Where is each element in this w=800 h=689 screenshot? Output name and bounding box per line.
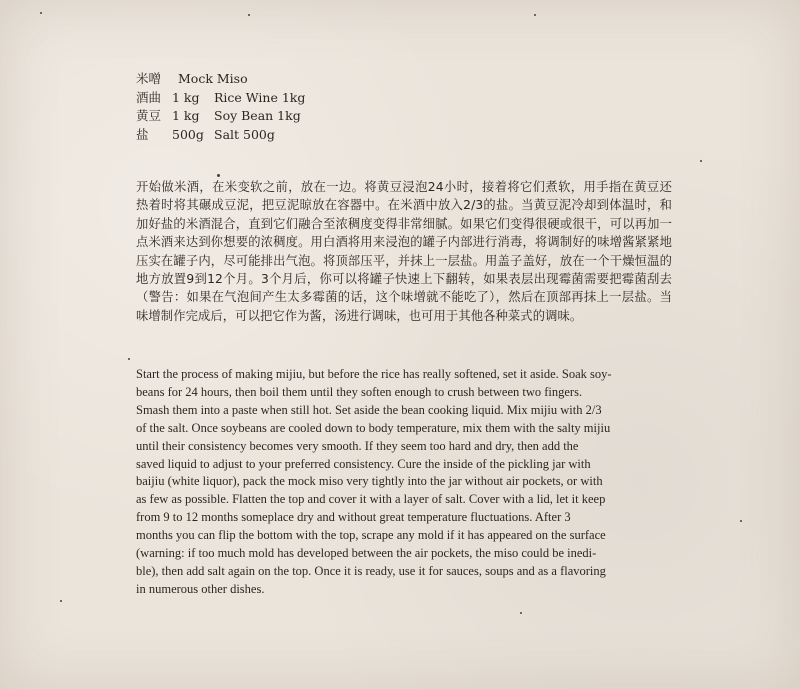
instruction-line: in numerous other dishes. — [136, 581, 265, 596]
recipe-title — [136, 70, 305, 89]
instruction-line: beans for 24 hours, then boil them until they soften enough to crush between two fingers. — [136, 384, 583, 399]
paper-fleck — [534, 14, 536, 16]
paper-fleck — [60, 600, 62, 602]
instruction-line: baijiu (white liquor), pack the mock miso very tightly into the jar without air pockets, or with — [136, 474, 603, 489]
ingredient-row — [136, 126, 305, 145]
recipe-title-en: Mock Miso — [178, 71, 248, 86]
instruction-line: Start the process of making mijiu, but before the rice has really softened, set it aside. Soak soy- — [136, 367, 612, 381]
instructions-english — [136, 366, 664, 599]
ingredient-name-zh: 黄豆 — [136, 108, 162, 123]
ingredient-name-en: Soy Bean 1kg — [214, 108, 301, 123]
recipe-title-zh: 米噌 — [136, 71, 162, 86]
ingredient-qty: 1 kg — [172, 89, 200, 105]
instruction-line: ble), then add salt again on the top. Once it is ready, use it for sauces, soups and as a flavoring — [136, 563, 606, 578]
paper-fleck — [700, 160, 702, 162]
ingredient-row — [136, 89, 305, 108]
instruction-line: of the salt. Once soybeans are cooled down to body temperature, mix them with the salty mijiu — [136, 420, 611, 435]
paper-fleck — [40, 12, 42, 14]
ingredient-qty: 500g — [172, 126, 204, 142]
ingredient-name-en: Salt 500g — [214, 126, 275, 142]
ingredient-name-en: Rice Wine 1kg — [214, 89, 306, 105]
ingredient-list — [136, 70, 305, 144]
ingredient-name-zh: 酒曲 — [136, 89, 162, 105]
instruction-line: as few as possible. Flatten the top and cover it with a layer of salt. Cover with a lid, let it keep — [136, 492, 606, 507]
paper-fleck — [217, 174, 220, 177]
instruction-line: (warning: if too much mold has developed between the air pockets, the miso could be inedi- — [136, 546, 597, 561]
instructions-chinese: 开始做米酒，在米变软之前，放在一边。将黄豆浸泡24小时，接着将它们煮软，用手指在黄豆还热着时将其碾成豆泥，把豆泥晾放在容器中。在米酒中放入2/3的盐。当黄豆泥冷却到体温时，和加好盐的米酒混合，直到它们融合至浓稠度变得非常细腻。如果它们变得很硬或很干，可以再加一点米酒来达到你想要的浓稠度。用白酒将用来浸泡的罐子内部进行消毒，将调制好的味增酱紧紧地压实在罐子内，尽可能排出气泡。将顶部压平，并抹上一层盐。用盖子盖好，放在一个干燥恒温的地方放置9到12个月。3个月后，你可以将罐子快速上下翻转，如果表层出现霉菌需要把霉菌刮去（警告：如果在气泡间产生太多霉菌的话，这个味增就不能吃了），然后在顶部再抹上一层盐。当味增制作完成后，可以把它作为酱，汤进行调味，也可用于其他各种菜式的调味。 — [136, 180, 672, 323]
instruction-line: saved liquid to adjust to your preferred consistency. Cure the inside of the pickling jar with — [136, 456, 591, 471]
paper-fleck — [248, 14, 250, 16]
ingredient-row — [136, 107, 305, 126]
instruction-line: until their consistency becomes very smooth. If they seem too hard and dry, then add the — [136, 438, 579, 453]
ingredient-qty: 1 kg — [172, 108, 200, 123]
paper-fleck — [740, 520, 742, 522]
ingredient-name-zh: 盐 — [136, 126, 149, 142]
instruction-line: from 9 to 12 months someplace dry and without great temperature fluctuations. After 3 — [136, 510, 571, 525]
instruction-line: months you can flip the bottom with the top, scrape any mold if it has appeared on the surface — [136, 528, 606, 543]
instruction-line: Smash them into a paste when still hot. Set aside the bean cooking liquid. Mix mijiu with 2/3 — [136, 402, 602, 417]
paper-fleck — [520, 612, 522, 614]
paper-fleck — [128, 358, 130, 360]
